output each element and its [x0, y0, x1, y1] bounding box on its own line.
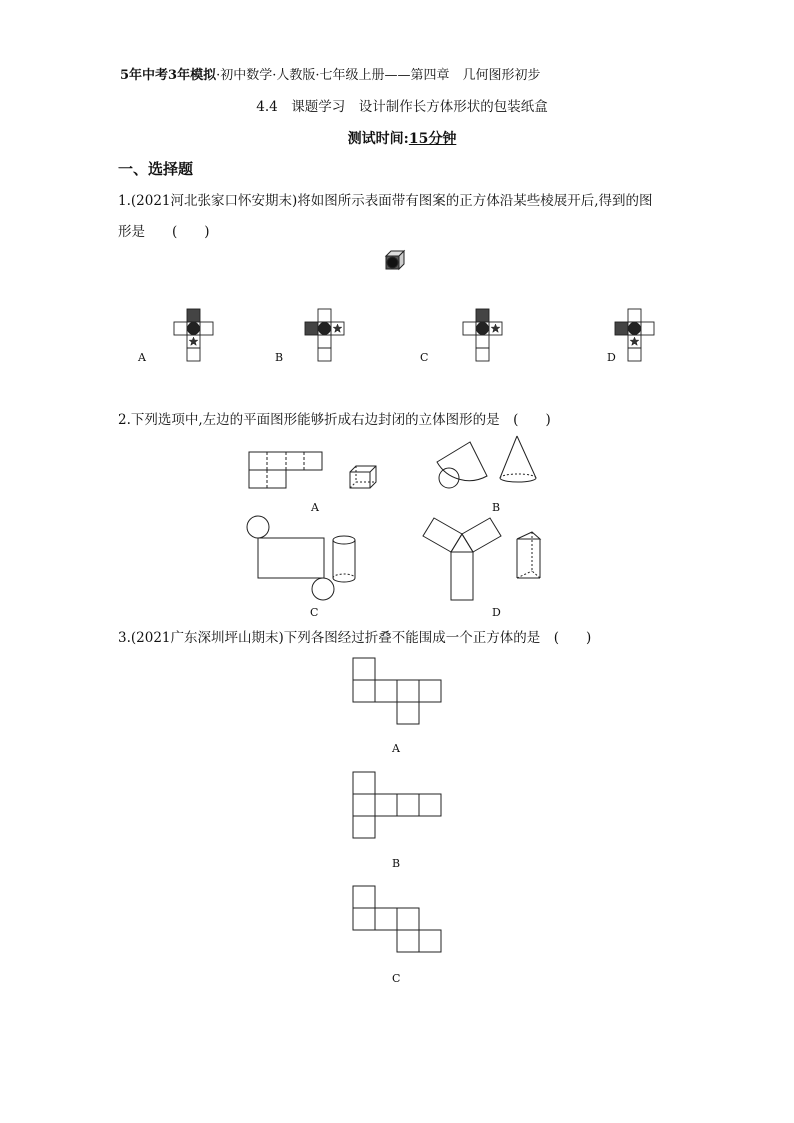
q2-c-cylinder	[333, 536, 355, 582]
header-rest: ·初中数学·人教版·七年级上册——第四章 几何图形初步	[216, 68, 541, 83]
section-title: 一、选择题	[118, 160, 194, 178]
q1-option-d-label: D	[607, 351, 616, 364]
question-1-line-2: 形是 ( )	[118, 224, 210, 240]
q1-net-d	[615, 309, 654, 361]
question-2: 2.下列选项中,左边的平面图形能够折成右边封闭的立体图形的是 ( )	[118, 412, 551, 428]
q2-option-b-label: B	[492, 501, 501, 514]
q3-net-a	[353, 658, 441, 724]
q2-b-net	[437, 442, 487, 488]
test-time-label: 测试时间:	[347, 131, 409, 147]
q1-option-c-label: C	[420, 351, 429, 364]
q1-cube-figure	[386, 251, 404, 269]
q2-option-d-label: D	[492, 606, 501, 619]
lesson-subtitle: 4.4 课题学习 设计制作长方体形状的包装纸盒	[256, 99, 548, 115]
q1-net-a	[174, 309, 213, 361]
q2-d-prism	[517, 532, 540, 578]
q2-option-a-label: A	[311, 501, 319, 514]
q1-option-a-label: A	[138, 351, 146, 364]
q2-d-net	[423, 518, 501, 600]
q2-option-c-label: C	[310, 606, 319, 619]
q1-option-b-label: B	[275, 351, 284, 364]
q3-net-b	[353, 772, 441, 838]
q3-option-c-label: C	[392, 972, 401, 985]
q1-net-c	[463, 309, 502, 361]
question-1-line-1: 1.(2021河北张家口怀安期末)将如图所示表面带有图案的正方体沿某些棱展开后,得到的图	[118, 193, 653, 209]
q2-a-net	[249, 452, 322, 488]
test-time-value: 15分钟	[408, 131, 457, 147]
q2-b-cone	[500, 436, 536, 482]
q2-a-cube	[350, 466, 376, 488]
q2-c-net	[247, 516, 334, 600]
q1-net-b	[305, 309, 344, 361]
q3-net-c	[353, 886, 441, 952]
question-3: 3.(2021广东深圳坪山期末)下列各图经过折叠不能围成一个正方体的是 ( )	[118, 630, 592, 646]
q3-option-b-label: B	[392, 857, 401, 870]
series-title: 5年中考3年模拟	[120, 68, 217, 83]
q3-option-a-label: A	[392, 742, 400, 755]
